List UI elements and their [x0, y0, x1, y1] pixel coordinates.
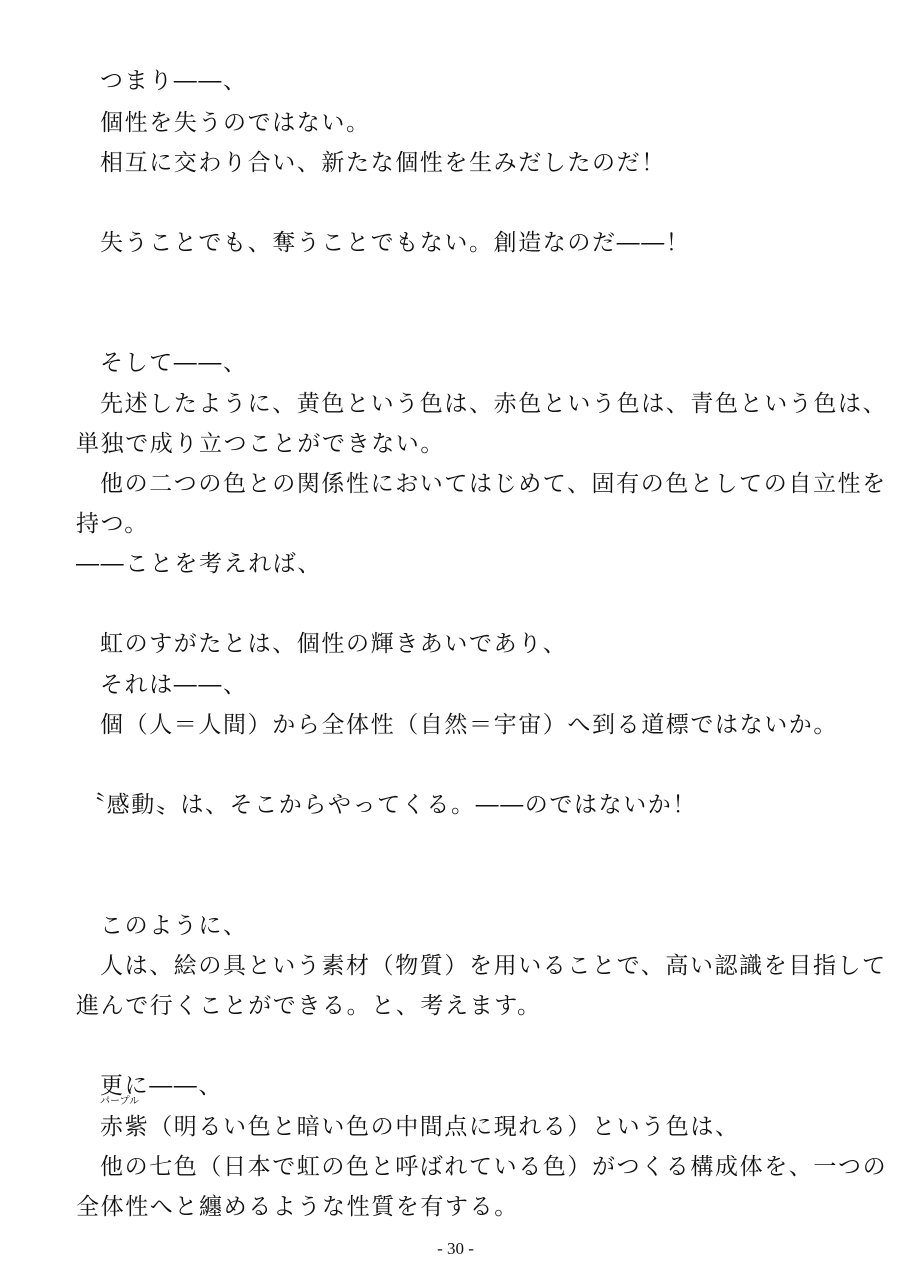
text-line: 持つ。: [76, 511, 149, 537]
text-line: 失うことでも、奪うことでもない。創造なのだ――！: [100, 230, 691, 256]
text-line-with-ruby: [100, 1096, 740, 1142]
text-line: 他の二つの色との関係性においてはじめて、固有の色としての自立性を: [100, 471, 887, 497]
text-line: 〝感動〟は、そこからやってくる。――のではないか！: [82, 792, 697, 818]
page-number: - 30 -: [437, 1239, 474, 1258]
text-line: このように、: [100, 913, 248, 939]
text-line: それは――、: [100, 672, 248, 698]
text-line: 先述したように、黄色という色は、赤色という色は、青色という色は、: [100, 391, 888, 417]
text-line: 人は、絵の具という素材（物質）を用いることで、高い認識を目指して: [100, 953, 887, 979]
text-line: 虹のすがたとは、個性の輝きあいであり、: [100, 631, 568, 657]
text-line: 単独で成り立つことができない。: [76, 431, 445, 457]
ruby-annotation: [100, 1096, 150, 1142]
text-line: ――ことを考えれば、: [76, 551, 322, 577]
text-line: 進んで行くことができる。と、考えます。: [76, 993, 542, 1019]
text-line: 個（人＝人間）から全体性（自然＝宇宙）へ到る道標ではないか。: [100, 712, 838, 738]
text-line: 相互に交わり合い、新たな個性を生みだしたのだ！: [100, 150, 666, 176]
text-fragment: （明るい色と暗い色の中間点に現れる）という色は、: [149, 1114, 740, 1140]
text-line: つまり――、: [100, 68, 248, 94]
ruby-reading: パープル: [100, 1096, 140, 1107]
ruby-base: 赤紫: [100, 1114, 150, 1140]
text-line: 全体性へと纏めるような性質を有する。: [76, 1194, 519, 1220]
text-line: そして――、: [100, 350, 248, 376]
text-line: 他の七色（日本で虹の色と呼ばれている色）がつくる構成体を、一つの: [100, 1154, 888, 1180]
text-line: 個性を失うのではない。: [100, 110, 371, 136]
text-line: 更に――、: [100, 1073, 223, 1099]
